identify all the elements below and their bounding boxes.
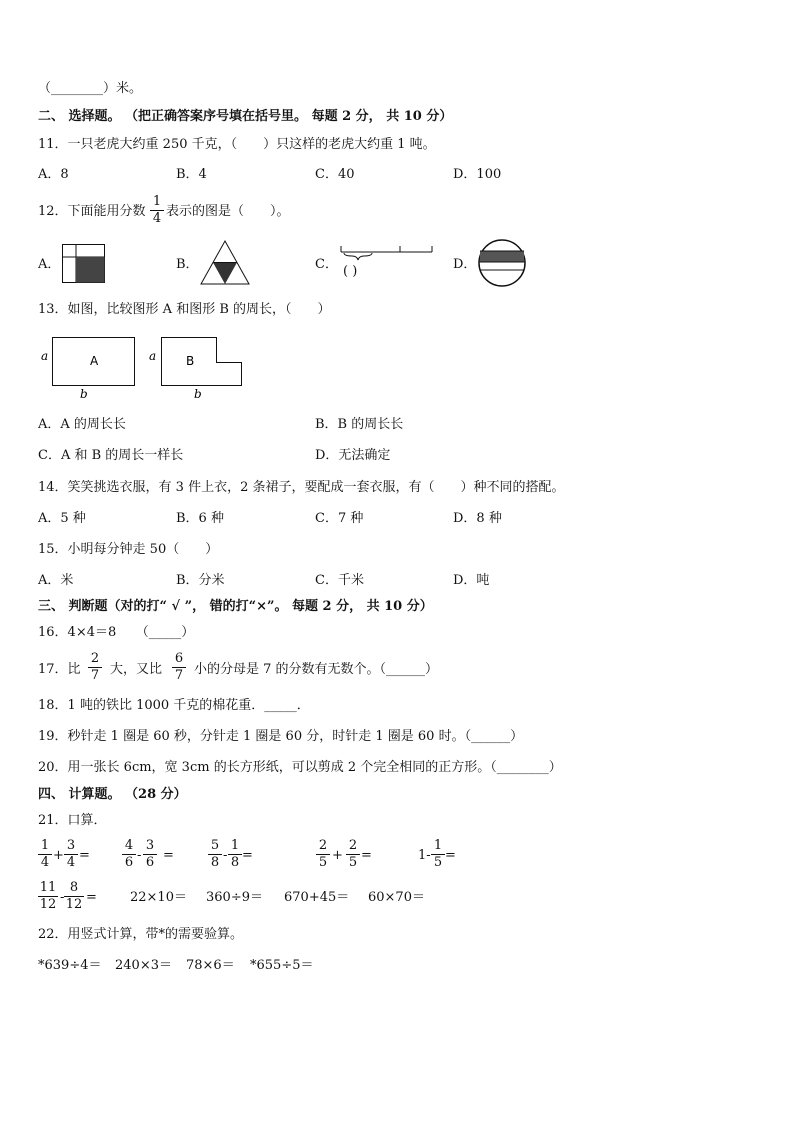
q12-option-b: B． — [176, 257, 199, 272]
question-21: 21．口算． — [38, 813, 107, 828]
q12-option-d: D． — [453, 257, 477, 272]
question-14: 14．笑笑挑选衣服，有 3 件上衣，2 条裙子，要配成一套衣服，有（ ）种不同的搭配。 — [38, 480, 565, 495]
question-15: 15．小明每分钟走 50（ ） — [38, 542, 219, 557]
question-20: 20．用一张长 6cm，宽 3cm 的长方形纸，可以剪成 2 个完全相同的正方形。（________） — [38, 760, 562, 775]
question-17-part1: 17．比 — [38, 662, 81, 677]
section-3-heading: 三、 判断题（对的打“ √ ”， 错的打“×”。 每题 2 分， 共 10 分） — [38, 599, 433, 614]
question-18: 18．1 吨的铁比 1000 千克的棉花重．_____． — [38, 698, 310, 713]
q22-item-2: 240×3＝ — [115, 958, 172, 973]
section-2-heading: 二、 选择题。 （把正确答案序号填在括号里。 每题 2 分， 共 10 分） — [38, 109, 453, 124]
question-22: 22．用竖式计算，带*的需要验算。 — [38, 927, 244, 942]
figure-b-side-a: a — [149, 349, 157, 363]
q11-option-a: A．8 — [38, 167, 69, 182]
q11-option-b: B．4 — [176, 167, 207, 182]
q15-option-a: A．米 — [38, 573, 74, 588]
q12-option-c: C． — [315, 257, 338, 272]
question-12-part2: 表示的图是（ ）。 — [166, 204, 290, 219]
question-19: 19．秒针走 1 圈是 60 秒，分针走 1 圈是 60 分，时针走 1 圈是 60 时。（______） — [38, 729, 524, 744]
question-13: 13．如图，比较图形 A 和图形 B 的周长，（ ） — [38, 302, 331, 317]
calc-expression-9: 670+45＝ — [284, 890, 350, 905]
calc-expression-10: 60×70＝ — [368, 890, 425, 905]
q12-figure-c-parens: ( ) — [343, 264, 358, 279]
q12-figure-d — [477, 238, 527, 288]
section-4-heading: 四、 计算题。 （28 分） — [38, 787, 187, 802]
q12-fraction: $\frac{1}{4}$ — [150, 194, 164, 227]
q14-option-d: D．8 种 — [453, 511, 502, 526]
q13-option-c: C．A 和 B 的周长一样长 — [38, 448, 184, 463]
q13-option-a: A．A 的周长长 — [38, 417, 126, 432]
calc-expression-7: 22×10＝ — [130, 890, 187, 905]
q13-option-b: B．B 的周长长 — [315, 417, 404, 432]
q15-option-d: D．吨 — [453, 573, 490, 588]
figure-a-side-b: b — [80, 387, 88, 401]
q13-option-d: D．无法确定 — [315, 448, 391, 463]
q17-fraction-2: $\frac{6}{7}$ — [172, 651, 186, 684]
figure-b-label: B — [186, 354, 195, 368]
question-12-part1: 12．下面能用分数 — [38, 204, 146, 219]
question-17-part2: 大，又比 — [110, 662, 163, 677]
q14-option-b: B．6 种 — [176, 511, 224, 526]
q12-option-a: A． — [38, 257, 61, 272]
figure-b-side-b: b — [194, 387, 202, 401]
q12-figure-b — [200, 240, 250, 286]
q22-item-3: 78×6＝ — [186, 958, 235, 973]
figure-a-label: A — [90, 354, 99, 368]
q13-figure — [38, 330, 258, 402]
line-answer-meters: （________）米。 — [38, 81, 143, 96]
q15-option-c: C．千米 — [315, 573, 364, 588]
figure-a-side-a: a — [41, 349, 49, 363]
q11-option-d: D．100 — [453, 167, 502, 182]
q22-item-4: *655÷5＝ — [250, 958, 314, 973]
q11-option-c: C．40 — [315, 167, 355, 182]
question-17-part3: 小的分母是 7 的分数有无数个。（______） — [194, 662, 439, 677]
q22-item-1: *639÷4＝ — [38, 958, 102, 973]
q14-option-a: A．5 种 — [38, 511, 86, 526]
q17-fraction-1: $\frac{2}{7}$ — [88, 651, 102, 684]
q15-option-b: B．分米 — [176, 573, 225, 588]
q12-figure-a — [62, 244, 106, 284]
question-11: 11．一只老虎大约重 250 千克，（ ）只这样的老虎大约重 1 吨。 — [38, 137, 436, 152]
calc-expression-8: 360÷9＝ — [206, 890, 263, 905]
q14-option-c: C．7 种 — [315, 511, 364, 526]
question-16: 16．4×4＝8 （_____） — [38, 625, 195, 640]
